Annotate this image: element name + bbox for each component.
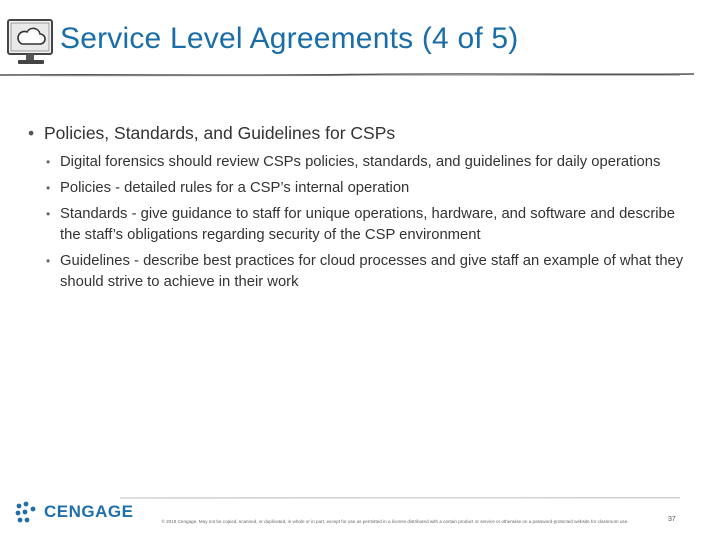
cengage-logo-icon <box>14 500 38 524</box>
page-number: 37 <box>668 516 676 523</box>
sub-bullet-text: Guidelines - describe best practices for cloud processes and give staff an example of what they should strive to achieve in their work <box>60 253 684 290</box>
title-divider <box>0 66 700 80</box>
slide-content <box>28 122 698 298</box>
main-bullet-text: Policies, Standards, and Guidelines for CSPs <box>44 123 396 143</box>
cloud-monitor-icon <box>6 18 56 70</box>
slide-title: Service Level Agreements (4 of 5) <box>60 22 519 55</box>
bullet-icon: • <box>46 181 51 195</box>
sub-bullet <box>28 178 698 199</box>
main-bullet <box>28 122 698 144</box>
bullet-icon: • <box>46 254 51 268</box>
sub-bullet <box>28 251 698 293</box>
sub-bullet-text: Policies - detailed rules for a CSP’s internal operation <box>60 180 410 196</box>
sub-bullet-text: Digital forensics should review CSPs policies, standards, and guidelines for daily operations <box>60 154 661 170</box>
footer-divider <box>120 494 680 502</box>
bullet-icon: • <box>46 207 51 221</box>
cengage-wordmark: CENGAGE <box>44 502 134 521</box>
sub-bullet-text: Standards - give guidance to staff for unique operations, hardware, and software and describe the staff’s obligations regarding security of the CSP environment <box>60 206 676 243</box>
bullet-icon: • <box>46 155 51 169</box>
bullet-icon: • <box>28 123 35 143</box>
sub-bullet <box>28 152 698 173</box>
copyright-notice: © 2019 Cengage. May not be copied, scanned, or duplicated, in whole or in part, except for use as permitted in a license distributed with a certain product or service or otherwise on a password-protected website for classroom use. <box>161 519 629 524</box>
sub-bullet <box>28 204 698 246</box>
cengage-logo <box>14 500 133 524</box>
